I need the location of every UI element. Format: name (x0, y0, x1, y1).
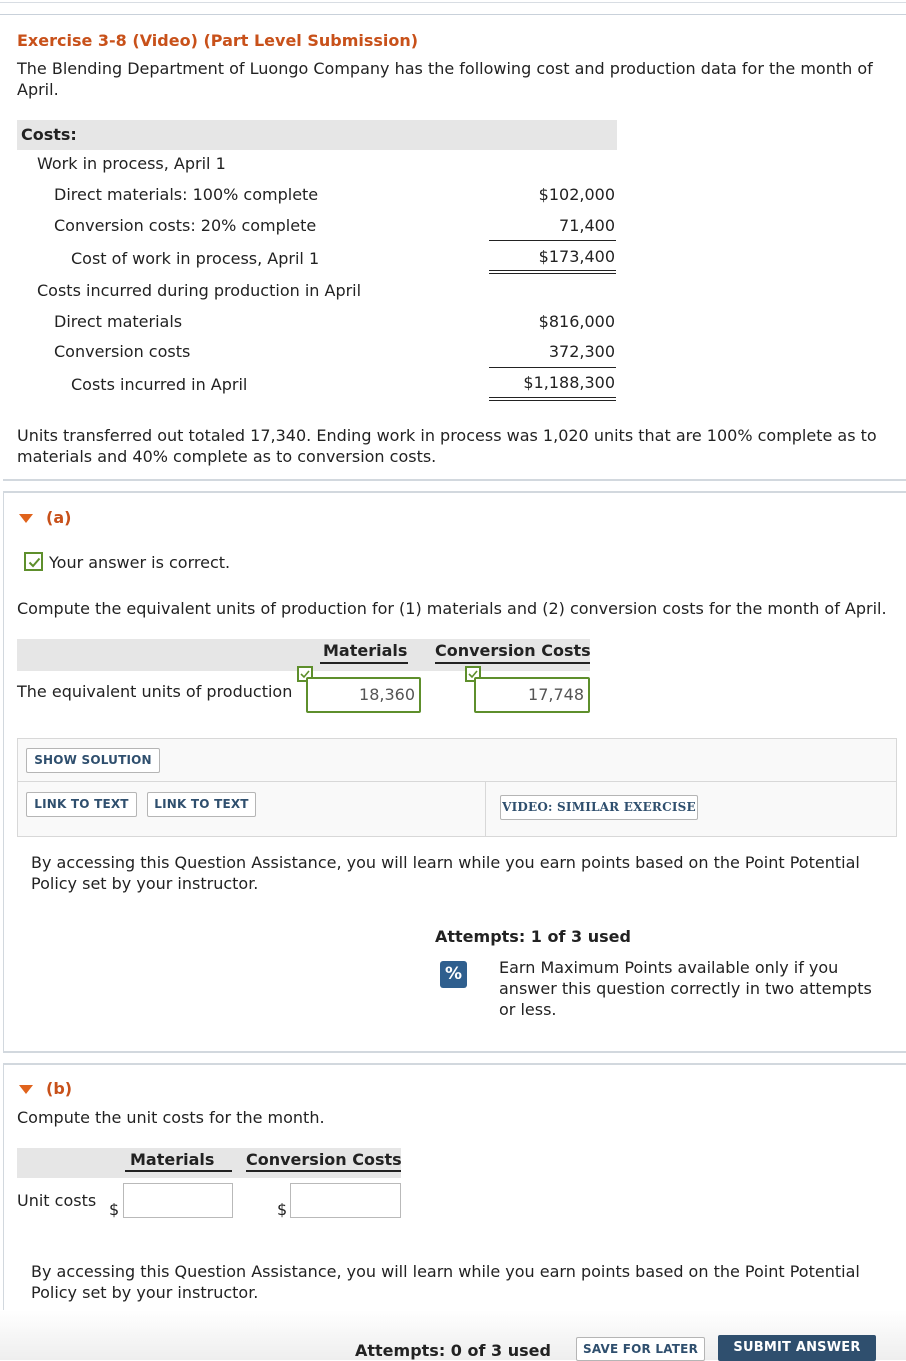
exercise-title: Exercise 3-8 (Video) (Part Level Submission) (17, 31, 419, 50)
exercise-intro: The Blending Department of Luongo Company has the following cost and production data for the month of April. (17, 59, 873, 99)
conversion-costs-2-value: 372,300 (548, 342, 615, 361)
total-double-rule-1 (489, 270, 616, 271)
part-a-left-border (3, 491, 4, 1051)
direct-materials-value: $102,000 (538, 185, 615, 204)
direct-materials-label: Direct materials: 100% complete (54, 185, 319, 204)
incurred-total-label: Costs incurred in April (71, 375, 248, 394)
correct-check-icon (24, 552, 43, 571)
part-a-inner-border (3, 491, 906, 493)
conversion-costs-label: Conversion costs: 20% complete (54, 216, 317, 235)
direct-materials-2-value: $816,000 (538, 312, 615, 331)
conversion-answer-value: 17,748 (528, 685, 584, 704)
subtotal-rule (489, 240, 616, 241)
conversion-header-underline (435, 662, 590, 664)
part-a-attempts: Attempts: 1 of 3 used (435, 927, 631, 946)
materials-column-header: Materials (323, 641, 408, 660)
assistance-vertical-divider (485, 782, 486, 836)
wip-label: Work in process, April 1 (37, 154, 226, 173)
incurred-label: Costs incurred during production in April (37, 281, 362, 300)
unit-conversion-header-underline (246, 1170, 401, 1172)
incurred-total-value: $1,188,300 (523, 373, 615, 392)
part-a-question: Compute the equivalent units of production for (1) materials and (2) conversion costs for the month of April. (17, 599, 887, 618)
wip-total-value: $173,400 (538, 247, 615, 266)
conversion-column-header: Conversion Costs (435, 641, 591, 660)
link-to-text-button-2[interactable]: LINK TO TEXT (147, 792, 256, 817)
costs-header: Costs: (21, 125, 77, 144)
total-double-rule-2 (489, 273, 616, 274)
link-to-text-button-1[interactable]: LINK TO TEXT (26, 792, 137, 817)
assistance-divider (17, 781, 897, 782)
unit-conversion-column-header: Conversion Costs (246, 1150, 402, 1169)
costs-header-band (17, 120, 617, 150)
unit-materials-input[interactable] (123, 1183, 233, 1218)
top-divider (0, 2, 906, 3)
part-b-assistance-note: By accessing this Question Assistance, you will learn while you earn points based on the Point Potential Policy set by your instructor. (31, 1262, 860, 1302)
unit-materials-header-underline (125, 1170, 232, 1172)
collapse-triangle-icon-b[interactable] (19, 1085, 33, 1094)
conversion-answer-field[interactable] (474, 677, 590, 713)
total-double-rule-4 (489, 400, 616, 401)
correct-message: Your answer is correct. (49, 553, 231, 572)
materials-answer-field[interactable] (306, 677, 421, 713)
save-for-later-button[interactable]: SAVE FOR LATER (576, 1337, 705, 1361)
part-b-label[interactable]: (b) (46, 1079, 73, 1098)
percent-icon: % (440, 961, 467, 988)
wip-total-label: Cost of work in process, April 1 (71, 249, 320, 268)
unit-materials-column-header: Materials (130, 1150, 215, 1169)
total-double-rule-3 (489, 397, 616, 398)
conversion-costs-2-label: Conversion costs (54, 342, 191, 361)
units-description: Units transferred out totaled 17,340. Ending work in process was 1,020 units that are 100% complete as to materials and 40% complete as to conversion costs. (17, 426, 877, 466)
unit-costs-label: Unit costs (17, 1191, 97, 1210)
part-a-label[interactable]: (a) (46, 508, 72, 527)
submit-answer-button[interactable]: SUBMIT ANSWER (718, 1335, 876, 1361)
header-divider (0, 14, 906, 15)
max-points-note: Earn Maximum Points available only if you answer this question correctly in two attempts or less. (499, 958, 872, 1019)
materials-currency-symbol: $ (109, 1200, 120, 1219)
materials-header-underline (320, 662, 408, 664)
collapse-triangle-icon[interactable] (19, 514, 33, 523)
direct-materials-2-label: Direct materials (54, 312, 183, 331)
conversion-costs-value: 71,400 (559, 216, 615, 235)
materials-answer-value: 18,360 (359, 685, 415, 704)
part-b-inner-border (3, 1063, 906, 1065)
equivalent-units-label: The equivalent units of production (17, 682, 293, 701)
subtotal-rule-2 (489, 367, 616, 368)
part-b-top-border (3, 1051, 906, 1053)
video-similar-exercise-button[interactable]: VIDEO: SIMILAR EXERCISE (500, 795, 698, 820)
part-b-question: Compute the unit costs for the month. (17, 1108, 325, 1127)
part-b-attempts: Attempts: 0 of 3 used (355, 1341, 551, 1360)
show-solution-button[interactable]: SHOW SOLUTION (26, 748, 160, 773)
part-a-top-border (3, 479, 906, 481)
part-a-assistance-note: By accessing this Question Assistance, you will learn while you earn points based on the Point Potential Policy set by your instructor. (31, 853, 860, 893)
conversion-currency-symbol: $ (277, 1200, 288, 1219)
unit-conversion-input[interactable] (290, 1183, 401, 1218)
